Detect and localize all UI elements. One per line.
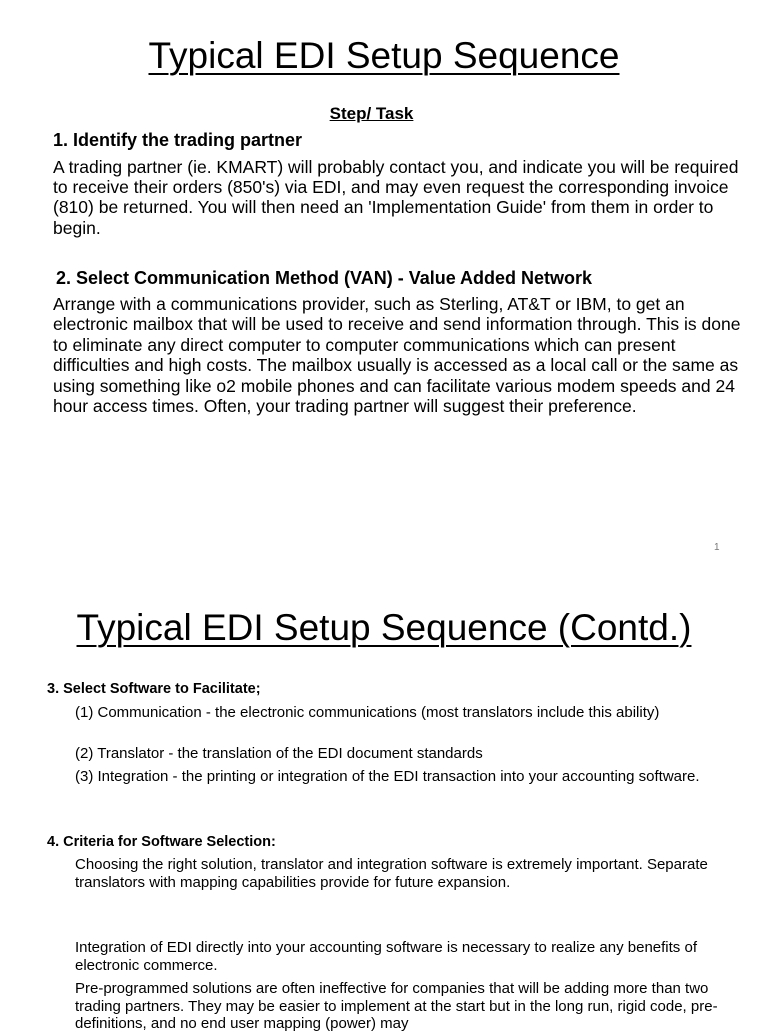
list-item: (2) Translator - the translation of the EDI document standards xyxy=(75,745,483,762)
slide-title: Typical EDI Setup Sequence (Contd.) xyxy=(76,607,692,648)
step-1-text: A trading partner (ie. KMART) will probably contact you, and indicate you will be required to receive their orders (850's) via EDI, and may even request the corresponding invoice (810) be returned. You will then need an 'Implementation Guide' from them in order to begin. xyxy=(53,157,739,238)
step-1-heading: 1. Identify the trading partner xyxy=(53,130,303,150)
step-4-paragraph: Choosing the right solution, translator and integration software is extremely important. Separate translators with mapping capabilities provide for future expansion. xyxy=(75,856,708,891)
slide-2 xyxy=(0,565,768,1032)
slide-title: Typical EDI Setup Sequence xyxy=(148,35,620,76)
step-task-label: Step/ Task xyxy=(329,104,414,123)
step-4-paragraph: Pre-programmed solutions are often ineffective for companies that will be adding more than two trading partners. They may be easier to implement at the start but in the long run, rigid code, pre-definitions, and no end user mapping (power) may xyxy=(75,980,718,1032)
list-item: (3) Integration - the printing or integration of the EDI transaction into your accounting software. xyxy=(75,768,700,785)
step-4-paragraph: Integration of EDI directly into your accounting software is necessary to realize any benefits of electronic commerce. xyxy=(75,939,697,974)
step-3-heading: 3. Select Software to Facilitate; xyxy=(47,681,261,697)
page-number: 1 xyxy=(714,542,720,553)
step-4-heading: 4. Criteria for Software Selection: xyxy=(47,834,276,850)
step-2-heading: 2. Select Communication Method (VAN) - Value Added Network xyxy=(56,268,593,288)
step-2-text: Arrange with a communications provider, such as Sterling, AT&T or IBM, to get an electronic mailbox that will be used to receive and send information through. This is done to eliminate any direct computer to computer communications which can present difficulties and high costs. The mailbox usually is accessed as a local call or the same as using something like o2 mobile phones and can facilitate various modem speeds and 24 hour access times. Often, your trading partner will suggest their preference. xyxy=(53,294,741,417)
list-item: (1) Communication - the electronic communications (most translators include this ability) xyxy=(75,704,660,721)
